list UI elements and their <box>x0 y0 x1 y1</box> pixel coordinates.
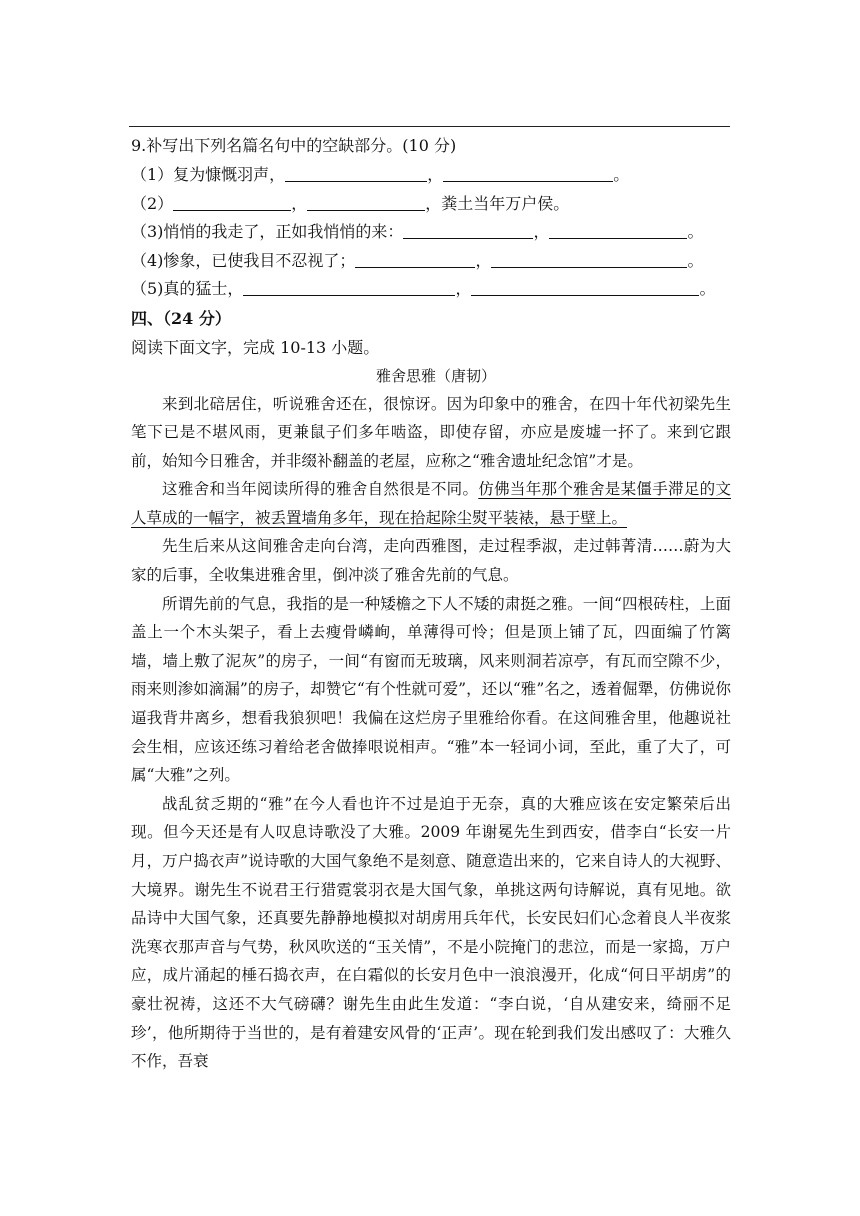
answer-blank[interactable] <box>491 251 687 268</box>
answer-blank[interactable] <box>355 251 475 268</box>
answer-blank[interactable] <box>471 279 699 296</box>
answer-blank[interactable] <box>173 194 291 211</box>
paragraph-3: 先生后来从这间雅舍走向台湾，走向西雅图，走过程季淑，走过韩菁清……蔚为大家的后事，全收集进雅舍里，倒冲淡了雅舍先前的气息。 <box>131 537 731 585</box>
article-title: 雅舍思雅（唐韧） <box>375 366 496 385</box>
paragraph-5: 战乱贫乏期的“雅”在今人看也许不过是迫于无奈，真的大雅应该在安定繁荣后出现。但今天还是有人叹息诗歌没了大雅。2009 年谢冕先生到西安，借李白“长安一片月，万户捣衣声”说诗歌的大国气象绝不是刻意、随意造出来的，它来自诗人的大视野、大境界。谢先生不说君王行猎霓裳羽衣是大国气象，单挑这两句诗解说，真有见地。欲品诗中大国气象，还真要先静静地模拟对胡虏用兵年代，长安民妇们心念着良人半夜浆洗寒衣那声音与气势，秋风吹送的“玉关情”，不是小院掩门的悲泣，而是一家捣，万户应，成片涌起的棰石捣衣声，在白霜似的长安月色中一浪浪漫开，化成“何日平胡虏”的豪壮祝祷，这还不大气磅礴？谢先生由此生发道：“李白说，‘自从建安来，绮丽不足珍’，他所期待于当世的，是有着建安风骨的‘正声’。现在轮到我们发出感叹了：大雅久不作，吾衰 <box>131 794 731 1071</box>
answer-blank[interactable] <box>549 222 687 239</box>
underlined-sentence: 仿佛当年那个雅舍是某僵手滞足的文人草成的一幅字，被丢置墙角多年，现在拾起除尘熨平装裱，悬于壁上。 <box>131 480 731 527</box>
fill-line-3: （3)悄悄的我走了，正如我悄悄的来： ， 。 <box>131 222 704 241</box>
paragraph-2: 这雅舍和当年阅读所得的雅舍自然很是不同。仿佛当年那个雅舍是某僵手滞足的文人草成的一幅字，被丢置墙角多年，现在拾起除尘熨平装裱，悬于壁上。 <box>131 480 731 527</box>
fill-line-4: （4)惨象，已使我目不忍视了； ， 。 <box>131 250 704 270</box>
answer-blank[interactable] <box>307 194 425 211</box>
answer-blank[interactable] <box>403 222 533 239</box>
paragraph-1: 来到北碚居住，听说雅舍还在，很惊讶。因为印象中的雅舍，在四十年代初梁先生笔下已是不堪风雨，更兼鼠子们多年啮盗，即使存留，亦应是废墟一抔了。来到它跟前，始知今日雅舍，并非缀补翻盖的老屋，应称之“雅舍遗址纪念馆”才是。 <box>131 394 731 470</box>
fill-line-2: （2） ， ，粪土当年万户侯。 <box>131 193 570 213</box>
fill-line-1: （1）复为慷慨羽声， ， 。 <box>131 165 630 184</box>
paragraph-4: 所谓先前的气息，我指的是一种矮檐之下人不矮的肃挺之雅。一间“四根砖柱，上面盖上一个木头架子，看上去瘦骨嶙峋，单薄得可怜；但是顶上铺了瓦，四面编了竹篱墙，墙上敷了泥灰”的房子，一间“有窗而无玻璃，风来则洞若凉亭，有瓦而空隙不少，雨来则渗如滴漏”的房子，却赞它“有个性就可爱”，还以“雅”名之，透着倔犟，仿佛说你逼我背井离乡，想看我狼狈吧！我偏在这烂房子里雅给你看。在这间雅舍里，他趣说社会生相，应该还练习着给老舍做捧哏说相声。“雅”本一轻词小词，至此，重了大了，可属“大雅”之列。 <box>131 594 731 785</box>
fill-line-5: （5)真的猛士， ， 。 <box>131 279 716 298</box>
section-heading: 四、（24 分） <box>131 308 231 328</box>
question-9-heading: 9.补写出下列名篇名句中的空缺部分。(10 分) <box>131 136 457 155</box>
answer-blank[interactable] <box>285 165 427 182</box>
reading-instruction: 阅读下面文字，完成 10-13 小题。 <box>131 337 380 357</box>
answer-blank[interactable] <box>443 165 613 182</box>
top-rule <box>129 126 730 127</box>
answer-blank[interactable] <box>243 279 455 296</box>
exam-page <box>131 131 731 1076</box>
